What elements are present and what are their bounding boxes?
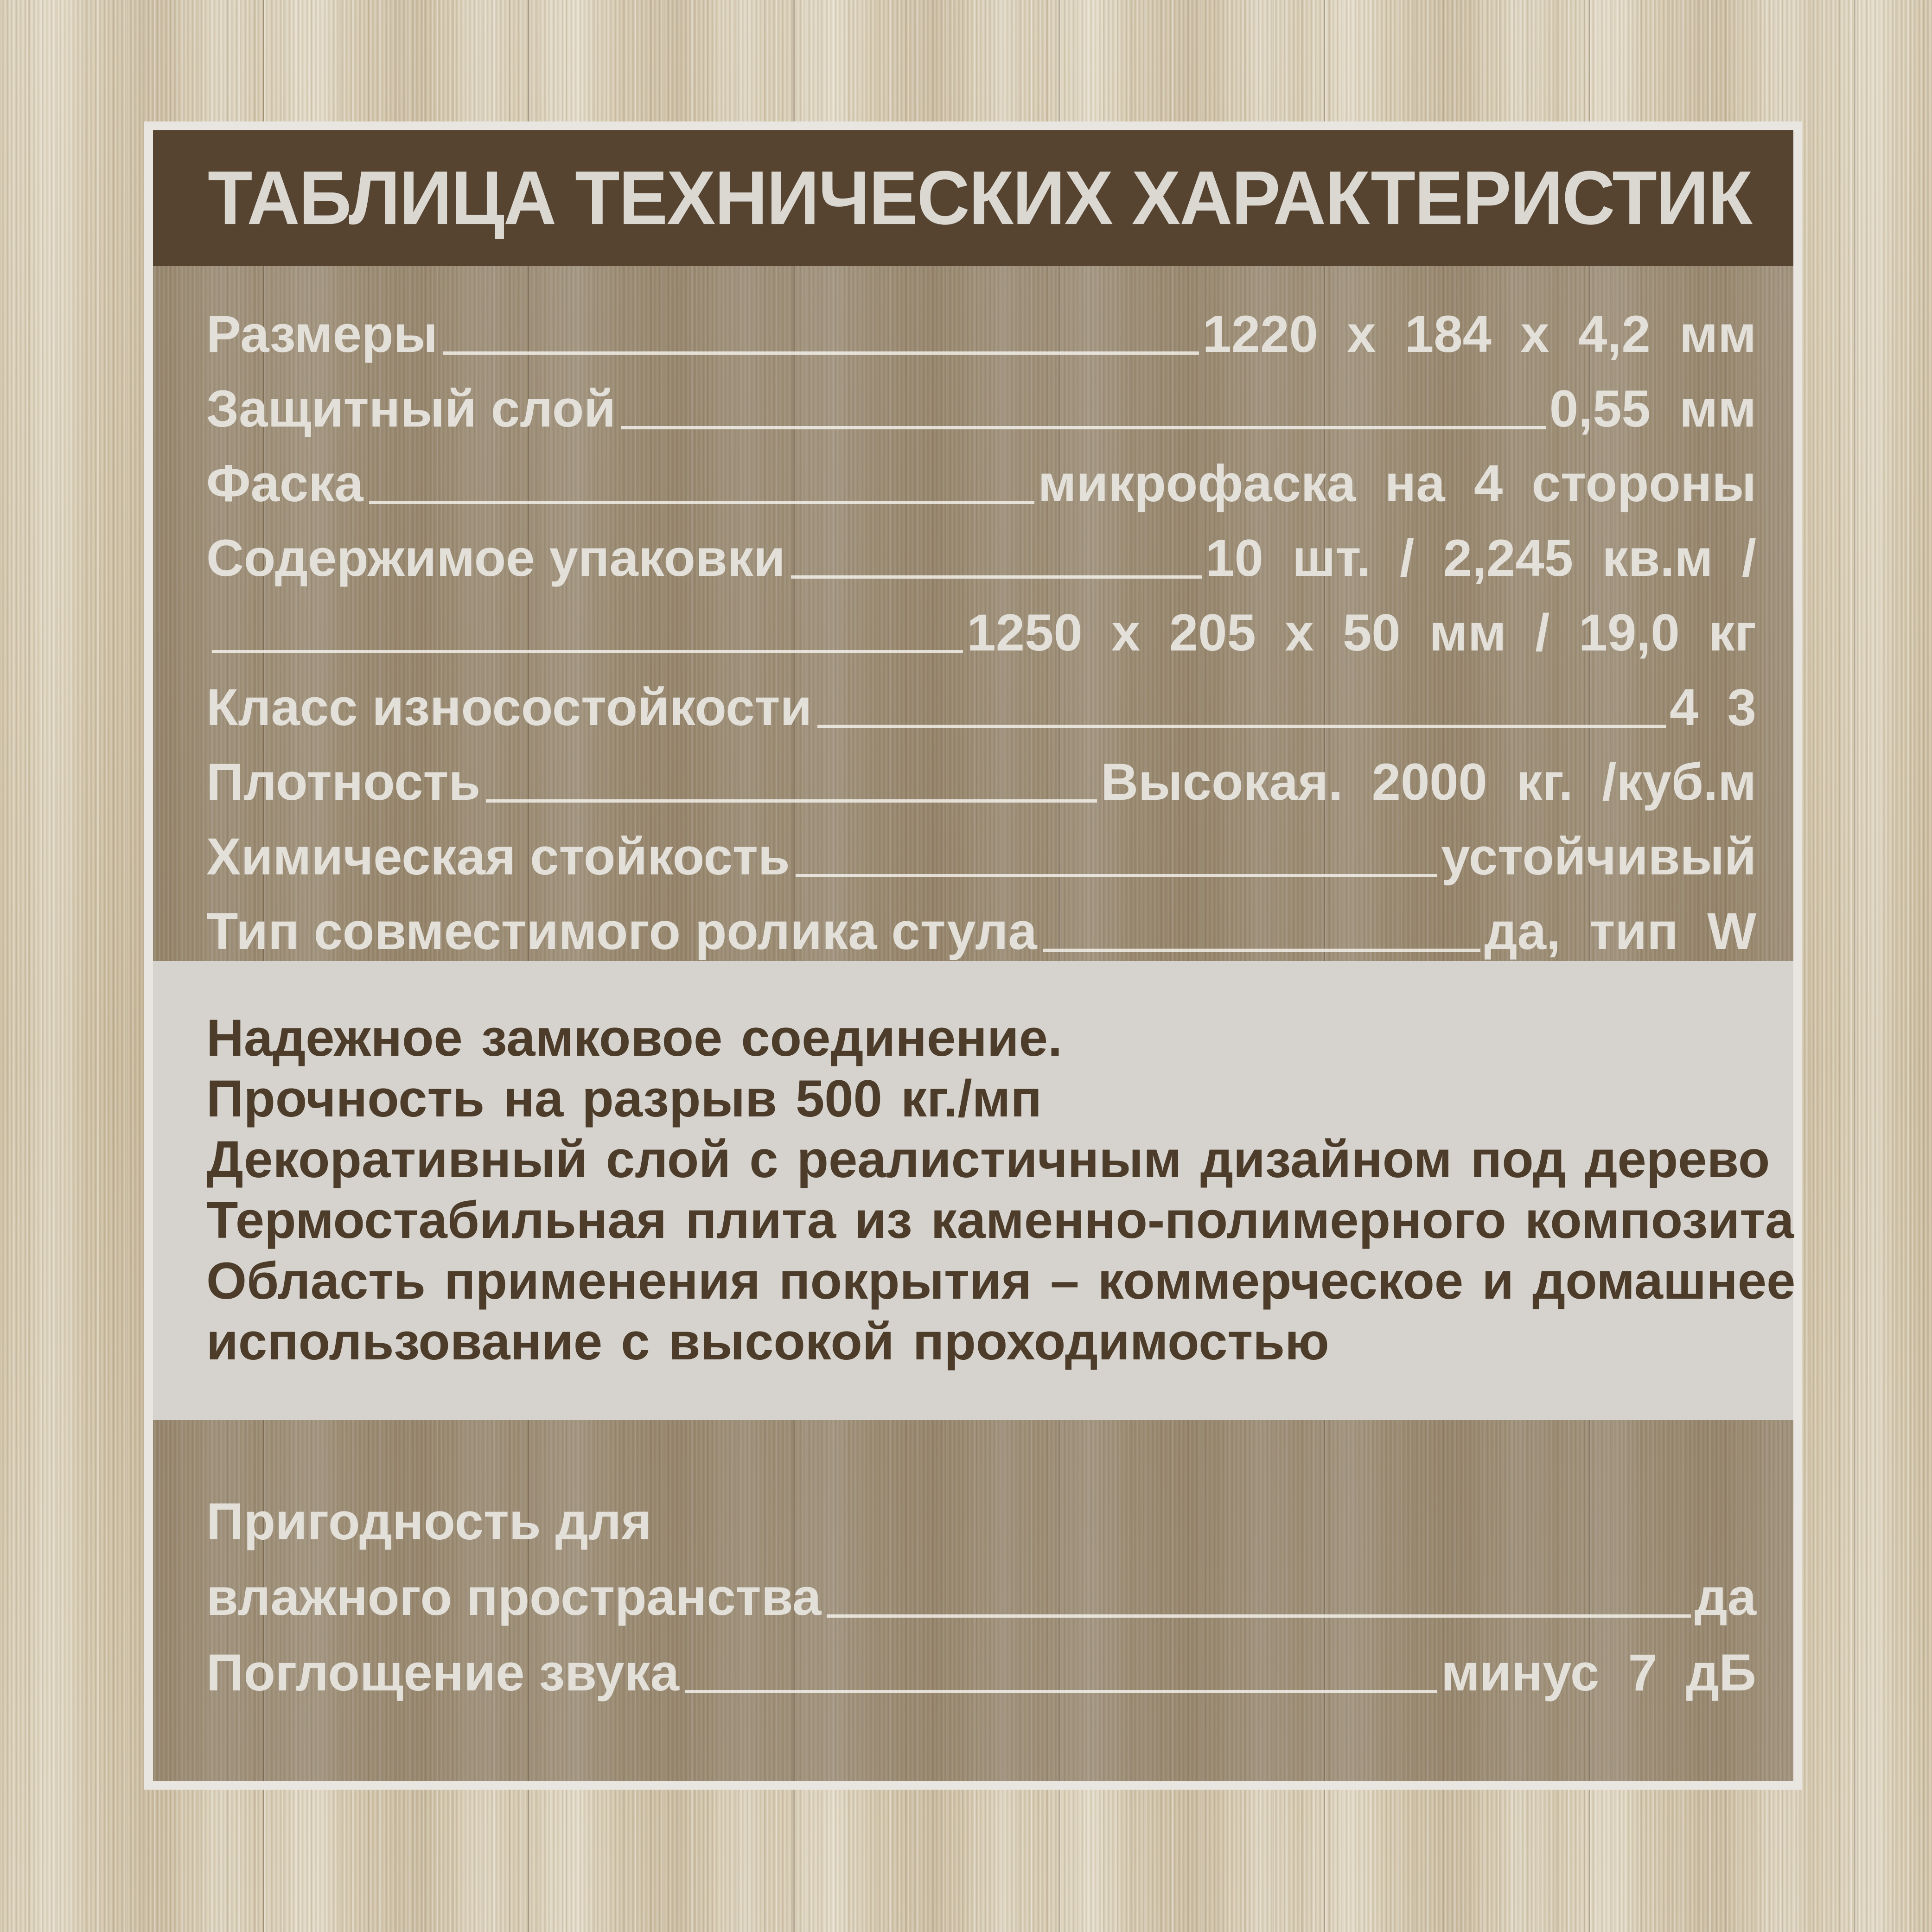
leader-line (212, 650, 963, 653)
spec-value: 1250 x 205 x 50 мм / 19,0 кг (967, 604, 1756, 662)
spec-value: микрофаска на 4 стороны (1038, 454, 1756, 512)
spec-value: 0,55 мм (1549, 380, 1756, 438)
feature-line: Надежное замковое соединение. (206, 1009, 1063, 1067)
spec-row (206, 588, 1756, 663)
leader-line (443, 351, 1199, 355)
leader-line (827, 1614, 1690, 1618)
spec-row (206, 439, 1756, 513)
leader-line (486, 799, 1097, 803)
leader-line (796, 874, 1438, 877)
spec-row (206, 812, 1756, 886)
spec-label: Пригодность для (206, 1492, 652, 1550)
spec-label: влажного пространства (206, 1568, 822, 1626)
spec-value: 10 шт. / 2,245 кв.м / (1205, 529, 1756, 587)
spec-row (206, 289, 1756, 364)
spec-panel (144, 121, 1802, 1790)
spec-row (206, 513, 1756, 588)
leader-line (369, 501, 1034, 504)
leader-line (791, 575, 1202, 579)
feature-line: Прочность на разрыв 500 кг./мп (206, 1070, 1042, 1128)
spec-row (206, 1627, 1756, 1702)
spec-value: 4 3 (1669, 678, 1756, 736)
spec-label: Класс износостойкости (206, 678, 812, 736)
feature-line: Область применения покрытия – коммерческое и домашнее (206, 1252, 1796, 1310)
spec-label: Плотность (206, 753, 481, 811)
spec-row (206, 1476, 1756, 1551)
bottom-spec-section (153, 1420, 1793, 1781)
spec-label: Фаска (206, 454, 363, 512)
features-section (153, 961, 1796, 1420)
spec-row (206, 886, 1756, 961)
spec-row (206, 737, 1756, 812)
feature-line: Декоративный слой с реалистичным дизайном под дерево (206, 1130, 1770, 1188)
spec-value: Высокая. 2000 кг. /куб.м (1101, 753, 1756, 811)
spec-label: Тип совместимого ролика стула (206, 902, 1037, 960)
spec-label: Содержимое упаковки (206, 529, 785, 587)
spec-row (206, 1551, 1756, 1627)
spec-section (153, 266, 1793, 961)
spec-value: устойчивый (1441, 828, 1756, 886)
page-title: ТАБЛИЦА ТЕХНИЧЕСКИХ ХАРАКТЕРИСТИК (208, 155, 1752, 241)
spec-value: да, тип W (1484, 902, 1756, 960)
leader-line (621, 426, 1546, 429)
spec-label: Размеры (206, 305, 438, 363)
feature-line: Термостабильная плита из каменно-полимерного композита (206, 1191, 1794, 1249)
spec-label: Химическая стойкость (206, 828, 790, 886)
leader-line (817, 725, 1666, 728)
spec-value: минус 7 дБ (1441, 1644, 1756, 1702)
spec-row (206, 364, 1756, 439)
spec-label: Защитный слой (206, 380, 616, 438)
leader-line (685, 1690, 1437, 1693)
spec-value: 1220 x 184 x 4,2 мм (1202, 305, 1756, 363)
feature-line: использование с высокой проходимостью (206, 1313, 1329, 1371)
leader-line (1043, 949, 1481, 952)
spec-label: Поглощение звука (206, 1644, 679, 1702)
spec-row (206, 663, 1756, 737)
panel-header (153, 130, 1793, 266)
spec-value: да (1694, 1568, 1756, 1626)
